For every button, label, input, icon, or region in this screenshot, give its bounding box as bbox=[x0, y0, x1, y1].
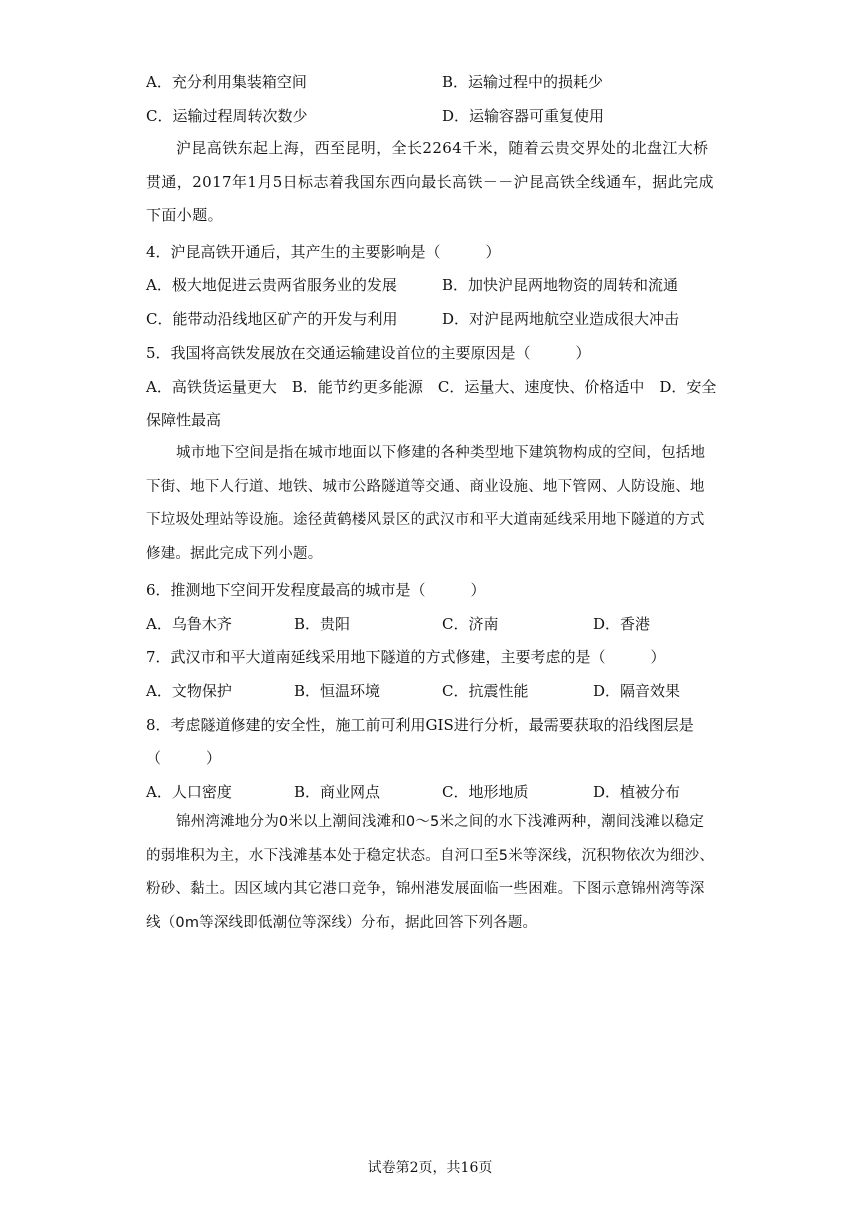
q3-option-c: C．运输过程周转次数少 bbox=[146, 107, 308, 125]
page-footer: 试卷第2页，共16页 bbox=[367, 1160, 493, 1176]
q3-option-d: D．运输容器可重复使用 bbox=[442, 107, 605, 125]
q7-option-c: C．抗震性能 bbox=[442, 682, 529, 700]
q6-option-d: D．香港 bbox=[593, 615, 651, 633]
q6-option-a: A．乌鲁木齐 bbox=[146, 615, 232, 633]
q6-option-c: C．济南 bbox=[442, 615, 499, 633]
q8-option-c: C．地形地质 bbox=[442, 783, 529, 801]
q5-stem: 5．我国将高铁发展放在交通运输建设首位的主要原因是（ ） bbox=[146, 344, 591, 362]
q6-stem: 6．推测地下空间开发程度最高的城市是（ ） bbox=[146, 581, 486, 599]
q8-stem-line1: 8．考虑隧道修建的安全性，施工前可利用GIS进行分析，最需要获取的沿线图层是 bbox=[146, 716, 694, 734]
q8-option-d: D．植被分布 bbox=[593, 783, 681, 801]
q8-stem-line2: （ ） bbox=[146, 749, 222, 767]
passage-hukun-railway: 沪昆高铁东起上海，西至昆明，全长2264千米，随着云贵交界处的北盘江大桥贯通，2017年1月5日标志着我国东西向最长高铁－－沪昆高铁全线通车，据此完成下面小题。 bbox=[146, 139, 714, 225]
q8-option-a: A．人口密度 bbox=[146, 783, 232, 801]
passage-jinzhou-bay: 锦州湾滩地分为0米以上潮间浅滩和0～5米之间的水下浅滩两种，潮间浅滩以稳定的弱堆积为主，水下浅滩基本处于稳定状态。自河口至5米等深线，沉积物依次为细沙、粉砂、黏土。因区域内其它港口竞争，锦州港发展面临一些困难。下图示意锦州湾等深线（0m等深线即低潮位等深线）分布，据此回答下列各题。 bbox=[146, 814, 715, 932]
q5-options-line1: A．高铁货运量更大 B．能节约更多能源 C．运量大、速度快、价格适中 D．安全 bbox=[146, 378, 717, 396]
q4-option-c: C．能带动沿线地区矿产的开发与利用 bbox=[146, 310, 398, 328]
q8-option-b: B．商业网点 bbox=[294, 783, 381, 801]
passage-underground-space: 城市地下空间是指在城市地面以下修建的各种类型地下建筑物构成的空间，包括地下街、地下人行道、地铁、城市公路隧道等交通、商业设施、地下管网、人防设施、地下垃圾处理站等设施。途径黄鹤楼风景区的武汉市和平大道南延线采用地下隧道的方式修建。据此完成下列小题。 bbox=[146, 445, 706, 563]
q4-option-a: A．极大地促进云贵两省服务业的发展 bbox=[146, 276, 397, 294]
q4-option-d: D．对沪昆两地航空业造成很大冲击 bbox=[442, 310, 680, 328]
q7-option-b: B．恒温环境 bbox=[294, 682, 381, 700]
q7-option-d: D．隔音效果 bbox=[593, 682, 681, 700]
q7-option-a: A．文物保护 bbox=[146, 682, 232, 700]
q5-options-line2: 保障性最高 bbox=[146, 411, 222, 429]
q4-stem: 4．沪昆高铁开通后，其产生的主要影响是（ ） bbox=[146, 243, 501, 261]
q6-option-b: B．贵阳 bbox=[294, 615, 351, 633]
q4-option-b: B．加快沪昆两地物资的周转和流通 bbox=[442, 276, 679, 294]
q7-stem: 7．武汉市和平大道南延线采用地下隧道的方式修建，主要考虑的是（ ） bbox=[146, 648, 666, 666]
q3-option-a: A．充分利用集装箱空间 bbox=[146, 73, 307, 91]
q3-option-b: B．运输过程中的损耗少 bbox=[442, 73, 604, 91]
